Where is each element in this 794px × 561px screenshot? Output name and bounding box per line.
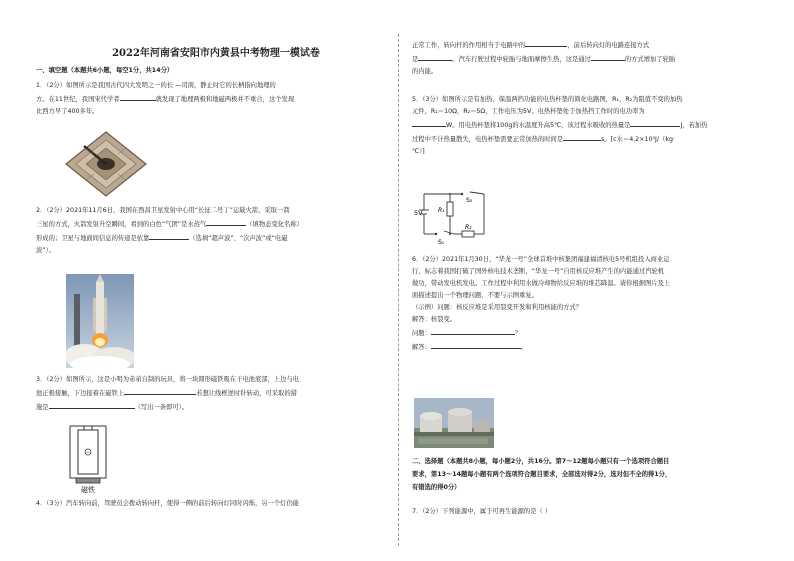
q6-line2: 行，标志着我国打破了国外核电技术垄断，“华龙一号”自用核反应堆产生的内能通过汽轮机 xyxy=(412,268,665,275)
q3-line2: 池正极接触，下边接着在磁铁上 xyxy=(36,390,125,397)
q6-line3: 做功，带动发电机发电。工作过程中利用水做冷却物给反应堆的堆芯降温。请你根据图片及上 xyxy=(412,280,671,287)
q6-example-answer: 解答：核裂变。 xyxy=(412,316,457,323)
question-4 xyxy=(36,498,392,510)
q4-blank-3[interactable] xyxy=(591,52,625,61)
circuit-r2-label: R₂ xyxy=(465,224,472,231)
q5-blank-3[interactable] xyxy=(563,132,601,141)
q5-line2: 元件，R₁＝10Ω，R₂＝5Ω，工作电压为5V。电热杯垫处于加热挡工作时的电功率为 xyxy=(412,108,645,115)
battery-minus-sign: − xyxy=(85,450,91,456)
q1-line2b: 就发现了地理两极和地磁两极并不重合，这个发现 xyxy=(155,96,295,103)
q5-line3b: J，若加热 xyxy=(680,122,708,129)
question-4-continued xyxy=(412,38,768,78)
q2-line1: 2．（2分）2021年11月6日，我国在西昌卫星发射中心用“长征二号丁”运载火箭，采取一箭 xyxy=(36,207,290,214)
q6-answer-end: 。 xyxy=(520,344,528,351)
q2-line3a: 形成的；卫星与地面间信息的传递是依靠 xyxy=(36,235,150,242)
rocket-launch-image xyxy=(66,274,134,368)
q3-line1: 3．（2分）如图所示，这是小明为弟弟自制的玩具，将一块圆形磁铁吸在干电池底部，上边与电 xyxy=(36,376,300,383)
section-2-line2: 要求，第13～14题每小题有两个选项符合题目要求，全部选对得2分，选对但不全的得1分， xyxy=(412,471,672,478)
circuit-voltage-label: 5V xyxy=(414,209,423,217)
q2-line2: 三星的方式，火箭发射升空瞬间，看到的白色“气团”是水蒸气 xyxy=(36,221,207,228)
q6-question-input[interactable] xyxy=(431,326,515,335)
q6-answer-input[interactable] xyxy=(431,340,521,349)
question-3 xyxy=(36,374,392,414)
question-5 xyxy=(412,94,768,158)
q6-line1: 6．（2分）2021年1月30日，“华龙一号”全球首堆中核集团福建福清核电5号机组投入商业运 xyxy=(412,256,670,263)
q4-line2c: 的方式增加了轮胎 xyxy=(624,56,676,63)
q5-line5: ℃）] xyxy=(412,148,425,155)
q4-blank-2[interactable] xyxy=(418,52,452,61)
q5-line4a: 过程中不计热量散失，电热杯垫需要正常加热的时间是 xyxy=(412,136,564,143)
circuit-s1-label: S₁ xyxy=(438,239,445,246)
q4-line1: 4．（3分）汽车转向前，驾驶员会拨动转向杆，使得一侧的前后转向灯同时闪烁，另一个灯仍能 xyxy=(36,500,300,507)
section-2-line3: 有错选的得0分） xyxy=(412,484,461,491)
q3-blank-2[interactable] xyxy=(49,400,135,409)
q6-ask-end: ？ xyxy=(514,330,522,337)
q4-line3: 的内能。 xyxy=(412,68,438,75)
q6-answer-label: 解答： xyxy=(412,344,431,351)
q3-line3a: 施是 xyxy=(36,404,49,411)
q4-line2a: 是 xyxy=(412,56,419,63)
q2-line3b: （选填“超声波”、“次声波”或“电磁 xyxy=(189,235,288,242)
q4-line1b: ，前后转向灯的电路连接方式 xyxy=(567,42,650,49)
circuit-r1-label: R₁ xyxy=(438,207,445,214)
q3-blank-1[interactable] xyxy=(124,386,196,395)
circuit-s2-label: S₂ xyxy=(466,197,473,204)
section-2-line1: 二、选择题（本题共8小题，每小题2分，共16分。第7～12题每小题只有一个选项符合题目 xyxy=(412,458,670,465)
question-6 xyxy=(412,254,768,354)
q5-line3a: W。用电热杯垫将100g的水温度升高5℃，该过程水吸收的热量是 xyxy=(446,122,631,129)
q2-blank-1[interactable] xyxy=(206,217,246,226)
q4-line2b: 。汽车行驶过程中轮胎与地面摩擦生热，这是通过 xyxy=(452,56,591,63)
q2-line2b: （填物态变化名称） xyxy=(246,221,303,228)
q1-line1: 1．（2分）如图所示是我国古代四大发明之一的长 —司南，静止时它的长柄指向地理的 xyxy=(36,82,276,89)
column-divider xyxy=(398,34,399,546)
section-2-heading xyxy=(412,455,768,494)
q5-blank-1[interactable] xyxy=(412,118,446,127)
q6-example-question: （示例）问题：核反应堆是采用裂变开发和利用核能的方式？ xyxy=(412,304,583,311)
q6-ask-label: 问题： xyxy=(412,330,431,337)
magnet-label: 磁铁 xyxy=(81,486,95,494)
compass-sinan-image xyxy=(64,128,148,200)
question-2 xyxy=(36,205,392,257)
question-7 xyxy=(412,506,768,518)
q2-line4: 波”）。 xyxy=(36,247,56,254)
q3-line3b: （写出一条即可）。 xyxy=(134,404,189,411)
q6-line4: 面描述提出一个物理问题，不要与示例重复。 xyxy=(412,292,538,299)
circuit-diagram xyxy=(414,186,494,246)
q4-line1a: 正常工作，转向杆的作用相当于电路中的 xyxy=(412,42,526,49)
q7-line1: 7．（2分）下列能源中，属于可再生能源的是（ ） xyxy=(412,508,552,515)
section-1-heading: 一、填空题（本题共6小题，每空1分，共14分） xyxy=(36,67,174,74)
q1-blank[interactable] xyxy=(120,92,156,101)
battery-magnet-image xyxy=(66,420,110,496)
q3-line2b: 若想让线框逆时针转动，可采取的措 xyxy=(196,390,297,397)
q2-blank-2[interactable] xyxy=(149,231,189,240)
q5-blank-2[interactable] xyxy=(630,118,680,127)
q4-blank-1[interactable] xyxy=(525,38,567,47)
question-1 xyxy=(36,80,392,118)
nuclear-plant-image xyxy=(414,398,494,448)
q1-line3: 比西方早了400多年。 xyxy=(36,108,99,115)
page-title: 2022年河南省安阳市内黄县中考物理一模试卷 xyxy=(112,48,320,59)
q5-line1: 5．（3分）如图所示是有加热、保温两挡功能的电热杯垫的简化电路图，R₁、R₂为阻值不变的加热 xyxy=(412,96,683,103)
q1-line2a: 方。在11世纪，我国宋代学者 xyxy=(36,96,120,103)
q5-line4b: s。[c水＝4.2×10³J/（kg· xyxy=(601,136,675,143)
